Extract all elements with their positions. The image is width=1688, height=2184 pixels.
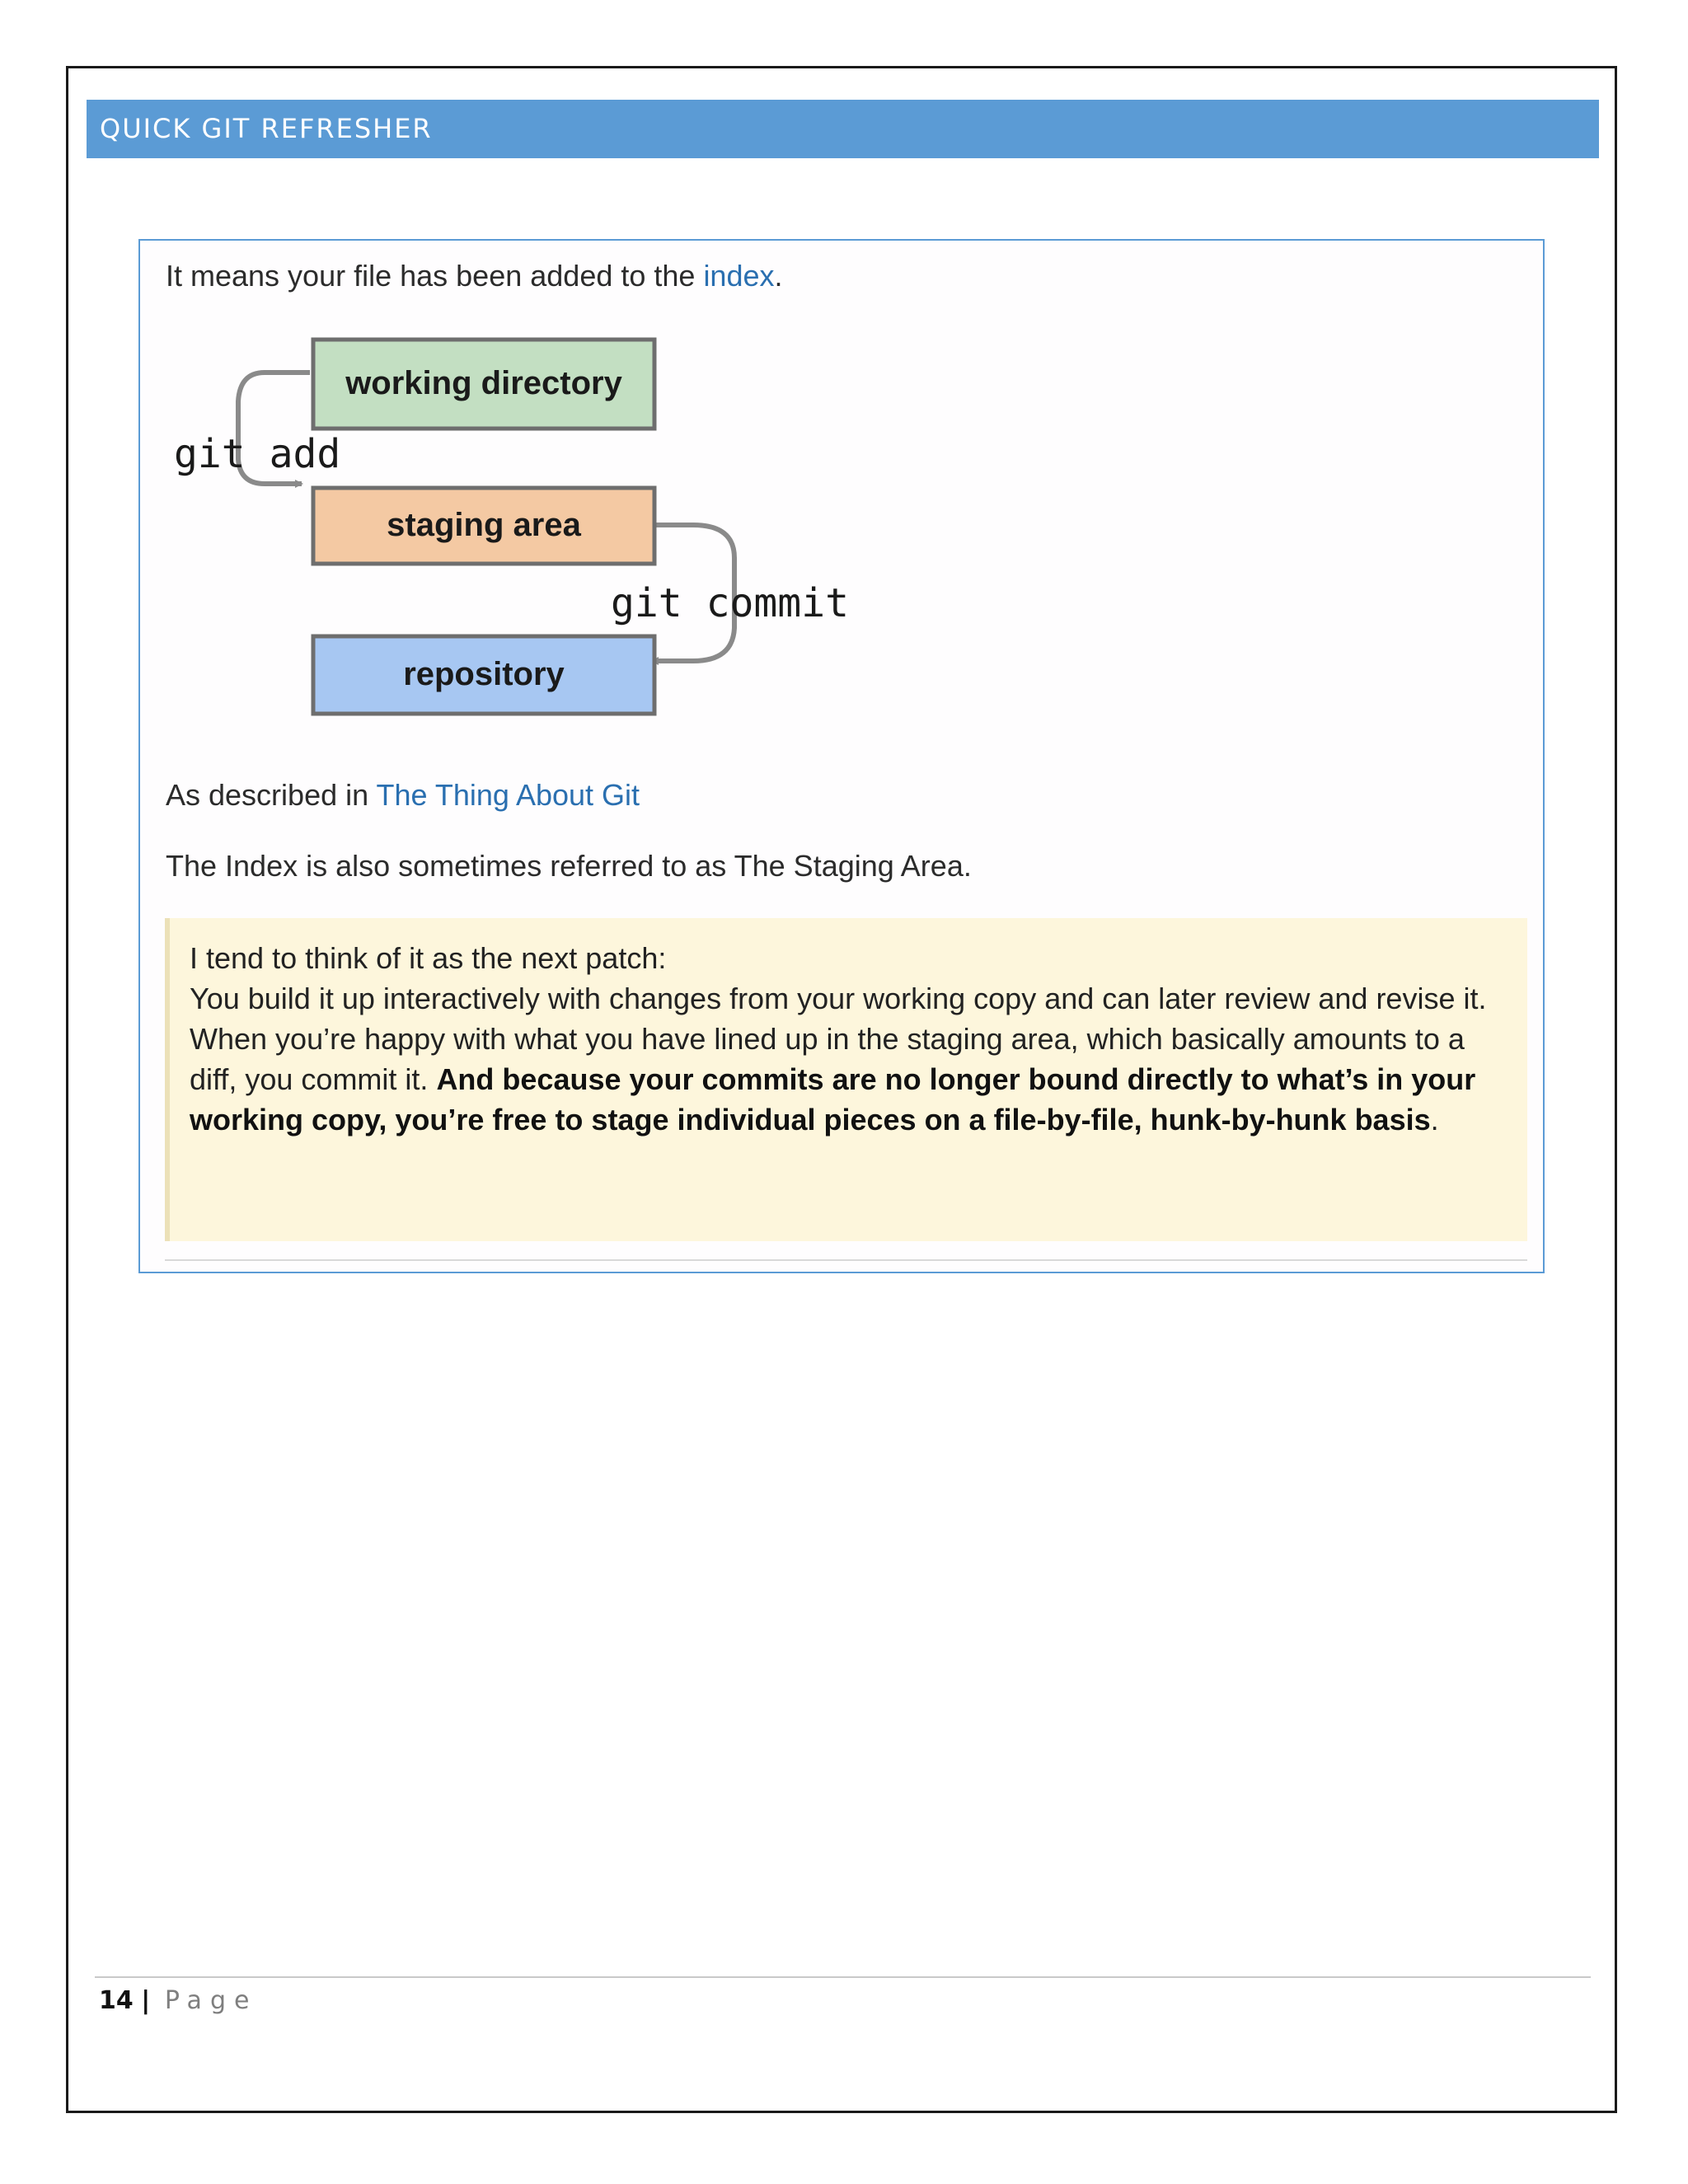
intro-suffix: .: [774, 259, 783, 293]
screenshot-content-box: [138, 239, 1545, 1273]
section-title: QUICK GIT REFRESHER: [100, 113, 433, 144]
page-word: Page: [164, 1986, 258, 2015]
quote-line-1: I tend to think of it as the next patch:: [190, 941, 667, 975]
intro-prefix: It means your file has been added to the: [166, 259, 704, 293]
git-commit-command: git commit: [611, 580, 849, 626]
described-prefix: As described in: [166, 778, 377, 812]
git-add-command: git add: [174, 431, 341, 477]
staging-area-label: staging area: [387, 507, 581, 543]
index-note: The Index is also sometimes referred to as The Staging Area.: [166, 849, 972, 883]
blockquote: [165, 918, 1527, 1241]
thing-about-git-link[interactable]: The Thing About Git: [376, 778, 640, 812]
repository-label: repository: [403, 656, 565, 692]
page-number: 14: [99, 1986, 134, 2015]
git-workflow-diagram: [166, 315, 990, 743]
quote-line-3-plain: When you’re happy with what you have lined up in the staging area, which basically amounts to a diff, you commit it.: [190, 1022, 1465, 1096]
working-directory-label: working directory: [345, 365, 622, 401]
footer-separator: |: [141, 1986, 151, 2015]
described-text: [166, 778, 640, 813]
index-link[interactable]: index: [703, 259, 775, 293]
quote-line-3: [190, 1019, 1507, 1140]
quote-line-3-end: .: [1430, 1103, 1439, 1137]
intro-text: [166, 259, 783, 293]
section-header: [87, 100, 1599, 158]
quote-line-2: You build it up interactively with changes from your working copy and can later review and revise it.: [190, 982, 1487, 1015]
quote-line-3-bold: And because your commits are no longer bound directly to what’s in your working copy, you’re free to stage individual pieces on a file-by-file, hunk-by-hunk basis: [190, 1062, 1476, 1137]
content-divider: [165, 1259, 1527, 1261]
footer-rule: [95, 1976, 1591, 1978]
git-diagram-svg: [166, 315, 990, 743]
page-footer: [99, 1986, 257, 2015]
